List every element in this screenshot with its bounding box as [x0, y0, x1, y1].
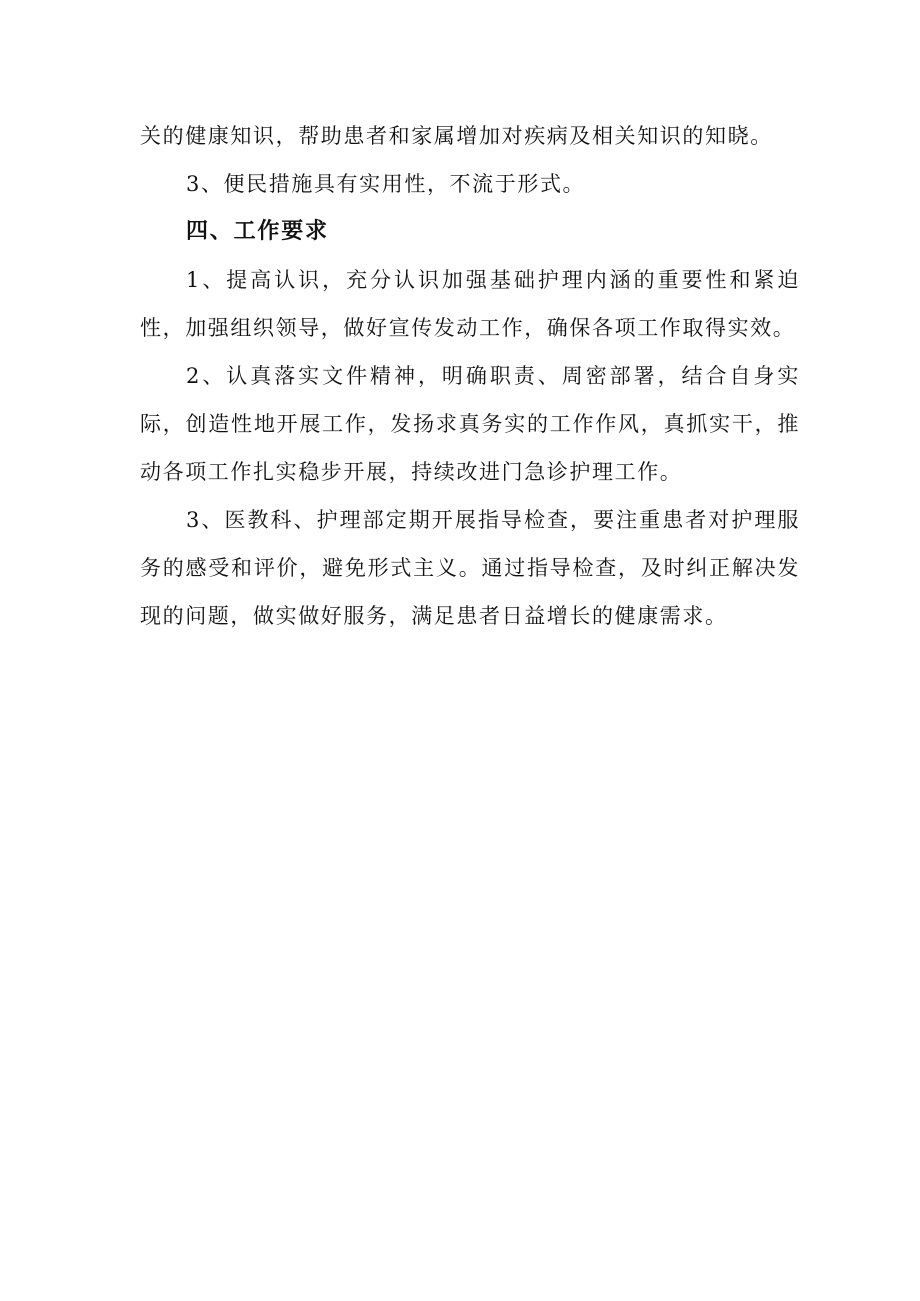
- document-body: [140, 112, 800, 640]
- paragraph-requirement-3: 3、医教科、护理部定期开展指导检查，要注重患者对护理服务的感受和评价，避免形式主义。通过指导检查，及时纠正解决发现的问题，做实做好服务，满足患者日益增长的健康需求。: [140, 508, 800, 628]
- paragraph-continued: 关的健康知识，帮助患者和家属增加对疾病及相关知识的知晓。: [140, 124, 773, 148]
- section-heading-work-requirements: 四、工作要求: [186, 219, 329, 244]
- paragraph-convenience-measures: 3、便民措施具有实用性，不流于形式。: [186, 172, 586, 196]
- paragraph-requirement-2: 2、认真落实文件精神，明确职责、周密部署，结合自身实际，创造性地开展工作，发扬求真务实的工作作风，真抓实干，推动各项工作扎实稳步开展，持续改进门急诊护理工作。: [140, 364, 800, 484]
- paragraph-requirement-1: 1、提高认识，充分认识加强基础护理内涵的重要性和紧迫性，加强组织领导，做好宣传发动工作，确保各项工作取得实效。: [140, 268, 800, 340]
